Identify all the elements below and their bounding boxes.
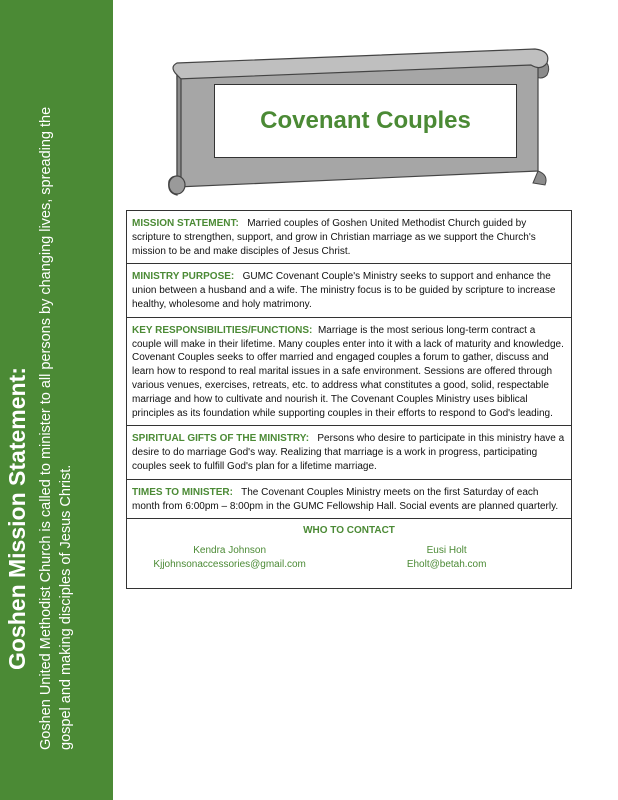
- contact-name: Kendra Johnson: [193, 545, 267, 557]
- section-text: GUMC Covenant Couple's Ministry seeks to support and enhance the union between a husband and a wife. The ministry focus is to be guided by scripture to increase healthy, wholesome and holy matrimony.: [132, 271, 556, 310]
- section-text: Married couples of Goshen United Methodist Church guided by scripture to strengthen, support, and grow in Christian marriage as we support the Church's mission to be and make disciples of Jesus Christ.: [132, 218, 536, 257]
- ministry-info-table: [126, 210, 572, 589]
- section-contact: [127, 519, 571, 588]
- section-spiritual-gifts: [127, 426, 571, 479]
- section-text: Marriage is the most serious long-term contract a couple will make in their lifetime. Many couples enter into it with a lack of maturity and knowledge. Covenant Couples seeks to offer married and engaged couples a forum to gather, discuss and learn how to respond to real marital issues in a safe environment. Sessions are offered through various venues, exercises, retreats, etc. to address what constitutes a good, solid, respectable marriage and how to cultivate and nourish it. The Covenant Couples Ministry uses biblical principles as its foundation while supporting couples in their efforts to respond to God's leading.: [132, 324, 564, 419]
- section-label: KEY RESPONSIBILITIES/FUNCTIONS:: [132, 324, 313, 336]
- contact-person: [132, 544, 327, 572]
- contact-person: [327, 544, 566, 572]
- contact-heading: WHO TO CONTACT: [303, 525, 395, 537]
- section-label: MISSION STATEMENT:: [132, 218, 239, 229]
- section-label: MINISTRY PURPOSE:: [132, 271, 235, 283]
- contact-name: Eusi Holt: [426, 545, 467, 557]
- section-text: Persons who desire to participate in this ministry have a desire to do marriage God's way. Realizing that marriage is a work in progress, participating couples seek to fulfill God's plan for a lifetime marriage.: [132, 433, 565, 472]
- section-ministry-purpose: [127, 264, 571, 317]
- section-label: SPIRITUAL GIFTS OF THE MINISTRY:: [132, 433, 310, 445]
- mission-sidebar-text: Goshen United Methodist Church is called to minister to all persons by changing lives, spreading the gospel and making disciples of Jesus Christ.: [38, 106, 74, 750]
- page-title: Covenant Couples: [260, 107, 471, 134]
- mission-sidebar-content: [2, 10, 110, 790]
- section-label: TIMES TO MINISTER:: [132, 486, 233, 498]
- mission-sidebar: [0, 0, 113, 800]
- section-mission-statement: [127, 211, 571, 264]
- contact-email[interactable]: Kjjohnsonaccessories@gmail.com: [153, 559, 306, 571]
- section-key-responsibilities: [127, 318, 571, 427]
- contact-email[interactable]: Eholt@betah.com: [406, 559, 487, 571]
- section-text: The Covenant Couples Ministry meets on the first Saturday of each month from 6:00pm – 8:00pm in the GUMC Fellowship Hall. Social events are planned quarterly.: [132, 486, 559, 512]
- mission-sidebar-title: Goshen Mission Statement:: [4, 367, 30, 670]
- banner-title-box: [214, 84, 517, 158]
- section-times-to-minister: [127, 480, 571, 520]
